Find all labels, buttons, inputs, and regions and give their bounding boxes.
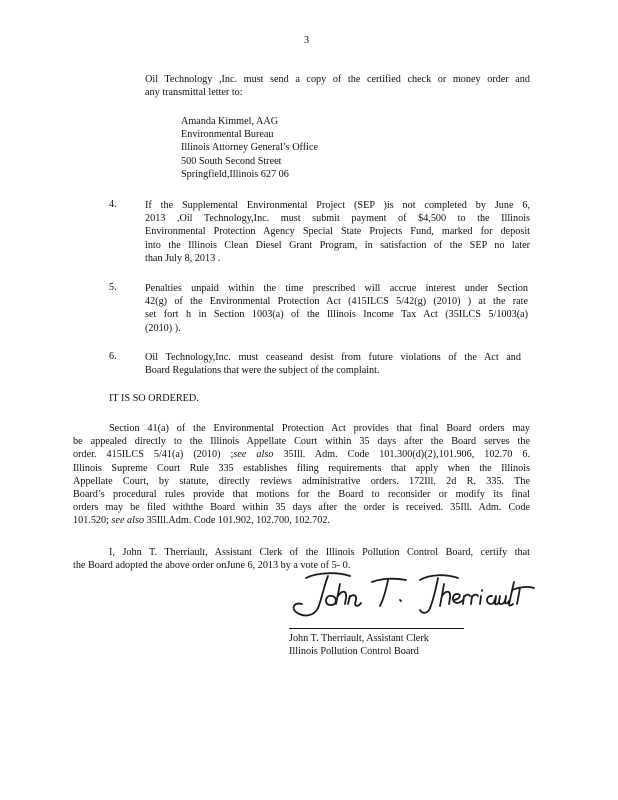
so-ordered-statement: IT IS SO ORDERED.: [109, 393, 199, 404]
address-line: 500 South Second Street: [181, 155, 282, 167]
item-number: 5.: [109, 282, 117, 293]
item-line: Environmental Protection Agency Special State Projects Fund, marked for deposit: [145, 226, 530, 238]
signatory-board: Illinois Pollution Control Board: [289, 646, 419, 658]
appeal-line: be appealed directly to the Illinois Appellate Court within 35 days after the Board serves the: [73, 436, 530, 448]
item-line: set fort h in Section 1003(a) of the Illinois Income Tax Act (35ILCS 5/1003(a): [145, 309, 528, 321]
item-line: Board Regulations that were the subject of the complaint.: [145, 365, 380, 377]
signature-line: [289, 628, 464, 629]
address-line: Springfield,Illinois 627 06: [181, 168, 289, 180]
appeal-line: Section 41(a) of the Environmental Protection Act provides that final Board orders may: [109, 423, 530, 434]
transmittal-line: any transmittal letter to:: [145, 87, 243, 99]
address-line: Environmental Bureau: [181, 129, 274, 141]
appeal-line: Illinois Supreme Court Rule 335 establishes filing requirements that apply when the Illinois: [73, 462, 530, 474]
appeal-text: 35Ill.Adm. Code 101.902, 102.700, 102.702.: [144, 515, 330, 527]
item-line: than July 8, 2013 .: [145, 252, 221, 264]
appeal-paragraph: [73, 422, 530, 528]
certification-line: I, John T. Therriault, Assistant Clerk of the Illinois Pollution Control Board, certify that: [109, 547, 530, 558]
appeal-line: orders may be filed withthe Board within 35 days after the order is received. 35Ill. Adm. Code: [73, 502, 530, 514]
appeal-line: [73, 514, 530, 527]
item-line: 42(g) of the Environmental Protection Act (415ILCS 5/42(g) (2010) ) at the rate: [145, 296, 528, 308]
item-line: into the Illinois Clean Diesel Grant Program, in satisfaction of the SEP no later: [145, 239, 530, 251]
item-number: 6.: [109, 351, 117, 362]
item-number: 4.: [109, 199, 117, 210]
item-line: Oil Technology,Inc. must ceaseand desist from future violations of the Act and: [145, 352, 521, 363]
item-line: If the Supplemental Environmental Project (SEP )is not completed by June 6,: [145, 200, 530, 211]
certification-line: the Board adopted the above order onJune 6, 2013 by a vote of 5- 0.: [73, 560, 351, 572]
numbered-item: [145, 282, 528, 335]
page-number: 3: [304, 35, 310, 46]
address-line: Amanda Kimmel, AAG: [181, 116, 279, 127]
see-also-italic: see also: [111, 515, 145, 527]
appeal-line: [73, 448, 530, 461]
numbered-item: [145, 351, 521, 377]
item-line: Penalties unpaid within the time prescribed will accrue interest under Section: [145, 283, 528, 294]
address-line: Illinois Attorney General’s Office: [181, 142, 319, 154]
appeal-line: Board’s procedural rules provide that motions for the Board to reconsider or modify its final: [73, 488, 530, 500]
transmittal-paragraph: [145, 73, 530, 99]
appeal-line: Appellate Court, by statute, directly reviews administrative orders. 172Ill. 2d R. 335. The: [73, 475, 530, 487]
item-line: (2010) ).: [145, 322, 181, 334]
appeal-text: 101.520;: [73, 515, 112, 527]
item-line: 2013 ,Oil Technology,Inc. must submit payment of $4,500 to the Illinois: [145, 213, 530, 225]
handwritten-signature: [288, 566, 538, 622]
signatory-name-title: John T. Therriault, Assistant Clerk: [289, 633, 429, 644]
signature-block: [289, 632, 429, 658]
address-block: [181, 115, 318, 181]
see-also-italic: see also: [233, 449, 274, 461]
numbered-item: [145, 199, 530, 265]
appeal-text: 35Ill. Adm. Code 101.300(d)(2),101.906, 102.70 6.: [273, 449, 530, 461]
appeal-text: order. 415ILCS 5/41(a) (2010) ;: [73, 449, 234, 461]
transmittal-line: Oil Technology ,Inc. must send a copy of the certified check or money order and: [145, 74, 530, 85]
